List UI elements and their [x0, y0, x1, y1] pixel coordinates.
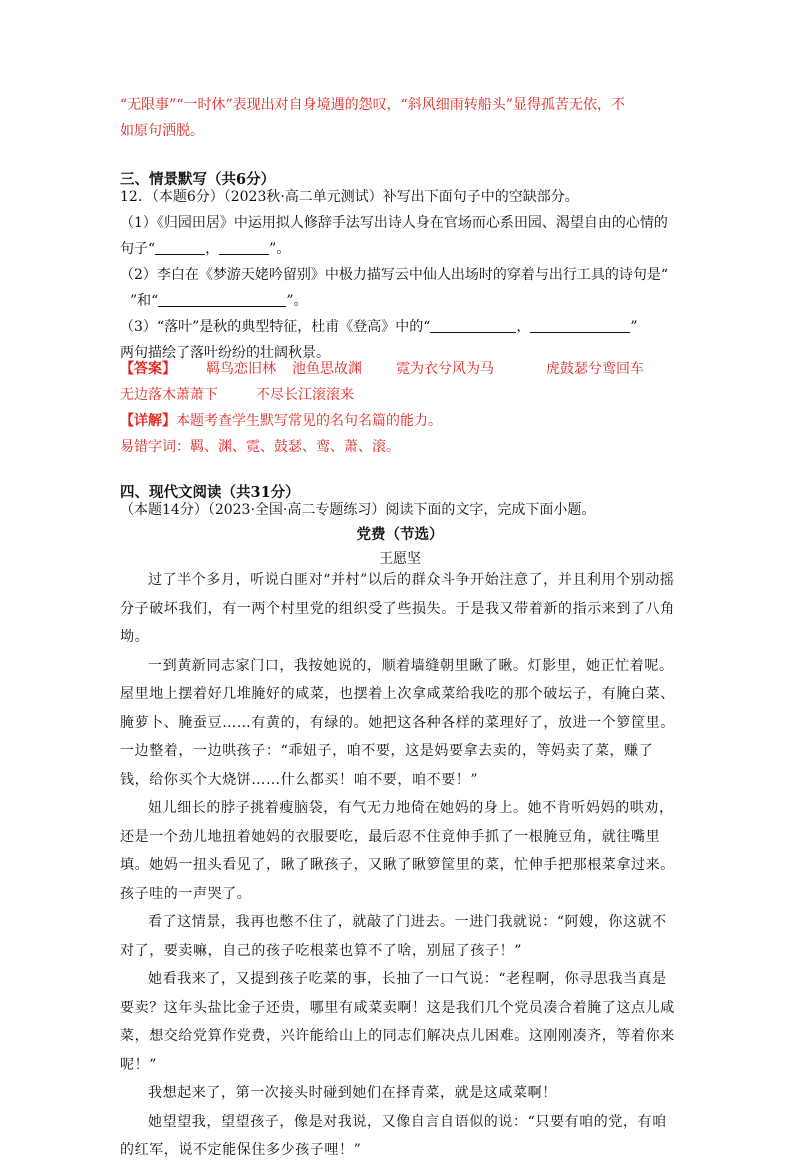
- article-paragraph: 她看我来了，又提到孩子吃菜的事，长抽了一口气说：“老程啊，你寻思我当真是要卖？这年头盐比金子还贵，哪里有咸菜卖啊！这是我们几个党员凑合着腌了这点儿咸菜，想交给党算作党费，兴许能给山上的同志们解决点儿困难。这刚刚凑齐，等着你来呢！”: [120, 971, 675, 1073]
- answer-row-2: [120, 382, 672, 408]
- answer-6: 不尽长江滚滚来: [256, 387, 354, 403]
- sub2-suffix: ”。: [286, 293, 308, 309]
- sub-question-3-line-1: [120, 314, 672, 340]
- blank-5: [430, 316, 516, 333]
- note-line-2: 如原句洒脱。: [120, 123, 204, 139]
- detail-line: [120, 408, 672, 434]
- blank-1: [155, 238, 205, 255]
- sub1-prefix: 句子“: [120, 241, 156, 257]
- sub1-comma: ，: [205, 241, 220, 257]
- question-12: 12．（本题6分）（2023秋·高二单元测试）补写出下面句子中的空缺部分。: [120, 189, 579, 205]
- sub-question-2-line-1: （2）李白在《梦游天姥吟留别》中极力描写云中仙人出场时的穿着与出行工具的诗句是“: [120, 267, 669, 283]
- article-paragraph: 她望望我，望望孩子，像是对我说，又像自言自语似的说：“只要有咱的党，有咱的红军，说不定能保住多少孩子哩！”: [120, 1113, 667, 1158]
- sub-question-3-line-2: 两句描绘了落叶纷纷的壮阔秋景。: [120, 345, 330, 361]
- blank-2: [219, 238, 269, 255]
- sub3-prefix: （3）“落叶”是秋的典型特征，杜甫《登高》中的“: [120, 319, 431, 335]
- article-body: [120, 566, 680, 1165]
- sub-question-1-line-2: [120, 236, 672, 262]
- sub3-comma: ，: [516, 319, 531, 335]
- blank-3-spacer: [120, 291, 130, 307]
- article-title: 党费（节选）: [356, 526, 444, 543]
- article-paragraph: 过了半个多月，听说白匪对“并村”以后的群众斗争开始注意了，并且利用个别动摇分子破坏我们，有一两个村里党的组织受了些损失。于是我又带着新的指示来到了八角坳。: [120, 572, 675, 645]
- article-paragraph: 妞儿细长的脖子挑着瘦脑袋，有气无力地倚在她妈的身上。她不肯听妈妈的哄劝，还是一个劲儿地扭着她妈的衣服要吃，最后忍不住竟伸手抓了一根腌豆角，就往嘴里填。她妈一扭头看见了，瞅了瞅孩子，又瞅了瞅箩筐里的菜，忙伸手把那根菜拿过来。孩子哇的一声哭了。: [120, 800, 675, 902]
- sub-question-2-line-2: [120, 288, 672, 314]
- typo-line: 易错字词：羁、渊、霓、鼓瑟、鸾、萧、滚。: [120, 439, 400, 455]
- answer-1: 羁鸟恋旧林: [206, 361, 276, 377]
- article-paragraph: 一到黄新同志家门口，我按她说的，顺着墙缝朝里瞅了瞅。灯影里，她正忙着呢。屋里地上摆着好几堆腌好的咸菜，也摆着上次拿咸菜给我吃的那个破坛子，有腌白菜、腌萝卜、腌蚕豆……有黄的，有绿的。她把这各种各样的菜理好了，放进一个箩筐里。一边整着，一边哄孩子：“乖妞子，咱不要，这是妈要拿去卖的，等妈卖了菜，赚了钱，给你买个大烧饼……什么都买！咱不要，咱不要！”: [120, 657, 675, 788]
- note-line-1: “无限事”“一时休”表现出对自身境遇的怨叹，“斜风细雨转船头”显得孤苦无依，不: [120, 97, 625, 113]
- detail-text: 本题考查学生默写常见的名句名篇的能力。: [176, 413, 442, 429]
- section-3-heading: 三、情景默写（共6分）: [120, 171, 276, 188]
- sub3-suffix: ”: [630, 319, 638, 335]
- detail-label: 【详解】: [120, 413, 176, 429]
- blank-4: [158, 290, 286, 307]
- article-author: 王愿坚: [379, 551, 421, 567]
- answer-row-1: [120, 356, 672, 382]
- article-paragraph: 我想起来了，第一次接头时碰到她们在择青菜，就是这咸菜啊！: [148, 1085, 557, 1101]
- sub1-suffix: ”。: [269, 241, 291, 257]
- answer-2: 池鱼思故渊: [292, 361, 362, 377]
- article-paragraph: 看了这情景，我再也憋不住了，就敲了门进去。一进门我就说：“阿嫂，你这就不对了，要卖嘛，自己的孩子吃根菜也算不了啥，别屈了孩子！”: [120, 914, 667, 959]
- blank-6: [530, 316, 630, 333]
- sub2-prefix: ”和“: [130, 293, 159, 309]
- answer-3: 霓为衣兮风为马: [396, 361, 494, 377]
- answer-label: 【答案】: [120, 361, 176, 377]
- section-4-intro: （本题14分）（2023·全国·高二专题练习）阅读下面的文字，完成下面小题。: [120, 502, 596, 518]
- answer-5: 无边落木萧萧下: [120, 387, 218, 403]
- answer-4: 虎鼓瑟兮鸾回车: [546, 361, 644, 377]
- sub-question-1-line-1: （1）《归园田居》中运用拟人修辞手法写出诗人身在官场而心系田园、渴望自由的心情的: [120, 215, 668, 231]
- section-4-heading: 四、现代文阅读（共31分）: [120, 484, 300, 501]
